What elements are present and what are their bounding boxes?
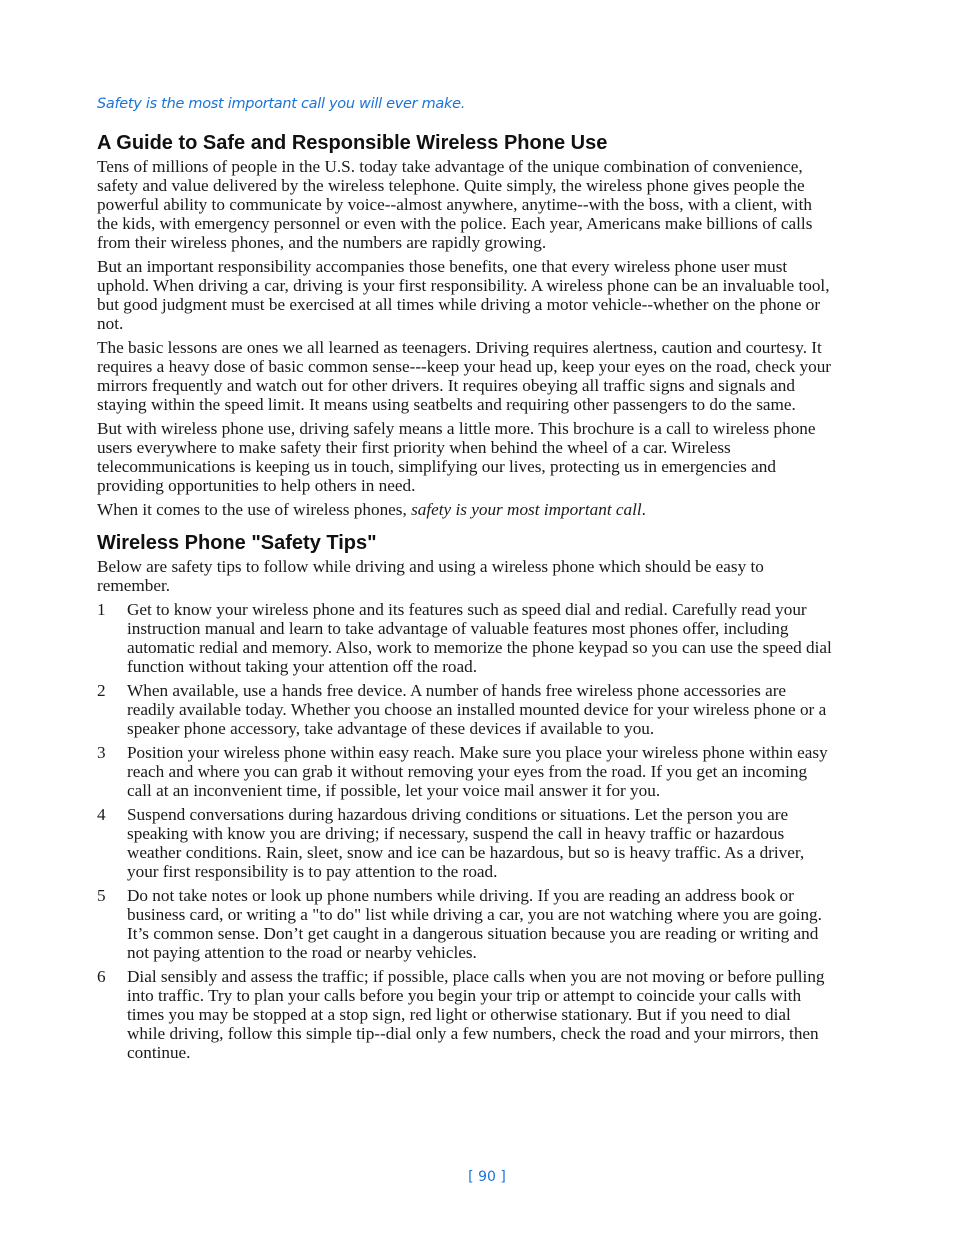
list-item-number: 4: [97, 805, 106, 824]
section-heading-safety-tips: Wireless Phone "Safety Tips": [97, 532, 377, 554]
list-item-number: 6: [97, 967, 106, 986]
document-page: [97, 94, 832, 1067]
list-item-number: 5: [97, 886, 106, 905]
list-item: [97, 743, 832, 800]
list-item: [97, 886, 832, 962]
paragraph-intro: Tens of millions of people in the U.S. today take advantage of the unique combination of convenience, safety and value delivered by the wireless telephone. Quite simply, the wireless phone gives people the powerful ability to communicate by voice--almost anywhere, anytime--with the boss, with a client, with the kids, with emergency personnel or even with the police. Each year, Americans make billions of calls from their wireless phones, and the numbers are rapidly growing.: [97, 157, 813, 252]
list-item-text: Dial sensibly and assess the traffic; if possible, place calls when you are not moving or before pulling into traffic. Try to plan your calls before you begin your trip or attempt to coincide your calls with times you may be stopped at a stop sign, red light or otherwise stationary. But if you need to dial while driving, follow this simple tip--dial only a few numbers, check the road and your mirrors, then continue.: [127, 967, 825, 1062]
list-item-number: 2: [97, 681, 106, 700]
list-item-number: 1: [97, 600, 106, 619]
list-item-text: Position your wireless phone within easy reach. Make sure you place your wireless phone within easy reach and where you can grab it without removing your eyes from the road. If you get an incoming call at an inconvenient time, if possible, let your voice mail answer it for you.: [127, 743, 828, 800]
closing-italic: safety is your most important call: [411, 500, 642, 519]
closing-lead: When it comes to the use of wireless phones,: [97, 500, 412, 519]
paragraph-responsibility: But an important responsibility accompanies those benefits, one that every wireless phone user must uphold. When driving a car, driving is your first responsibility. A wireless phone can be an invaluable tool, but good judgment must be exercised at all times while driving a motor vehicle--whether on the phone or not.: [97, 257, 830, 333]
list-item-text: Get to know your wireless phone and its features such as speed dial and redial. Carefully read your instruction manual and learn to take advantage of valuable features most phones offer, including automatic redial and memory. Also, work to memorize the phone keypad so you can use the speed dial function without taking your attention off the road.: [127, 600, 832, 676]
paragraph-basic-lessons: The basic lessons are ones we all learned as teenagers. Driving requires alertness, caution and courtesy. It requires a heavy dose of basic common sense---keep your head up, keep your eyes on the road, check your mirrors frequently and watch out for other drivers. It requires obeying all traffic signs and signals and staying within the speed limit. It means using seatbelts and requiring other passengers to do the same.: [97, 338, 832, 414]
list-item: [97, 805, 832, 881]
list-item: [97, 681, 832, 738]
list-item-text: Suspend conversations during hazardous driving conditions or situations. Let the person you are speaking with know you are driving; if necessary, suspend the call in heavy traffic or hazardous weather conditions. Rain, sleet, snow and ice can be hazardous, but so is heavy traffic. As a driver, your first responsibility is to pay attention to the road.: [127, 805, 805, 881]
list-item-number: 3: [97, 743, 106, 762]
list-item-text: Do not take notes or look up phone numbers while driving. If you are reading an address book or business card, or writing a "to do" list while driving a car, you are not watching where you are going. It’s common sense. Don’t get caught in a dangerous situation because you are reading or writing and not paying attention to the road or nearby vehicles.: [127, 886, 822, 962]
list-item: [97, 600, 832, 676]
list-item-text: When available, use a hands free device. A number of hands free wireless phone accessories are readily available today. Whether you choose an installed mounted device for your wireless phone or a speaker phone accessory, take advantage of these devices if available to you.: [127, 681, 827, 738]
page-number: [ 90 ]: [468, 1169, 506, 1185]
tagline: Safety is the most important call you will ever make.: [97, 96, 466, 112]
closing-end: .: [641, 500, 646, 519]
paragraph-tips-intro: Below are safety tips to follow while driving and using a wireless phone which should be easy to remember.: [97, 557, 764, 595]
paragraph-wireless-use: But with wireless phone use, driving safely means a little more. This brochure is a call to wireless phone users everywhere to make safety their first priority when behind the wheel of a car. Wireless telecommunications is keeping us in touch, simplifying our lives, protecting us in emergencies and providing opportunities to help others in need.: [97, 419, 816, 495]
safety-tips-list: [97, 600, 832, 1062]
list-item: [97, 967, 832, 1062]
paragraph-closing: [97, 500, 832, 519]
section-heading-guide: A Guide to Safe and Responsible Wireless Phone Use: [97, 132, 608, 154]
